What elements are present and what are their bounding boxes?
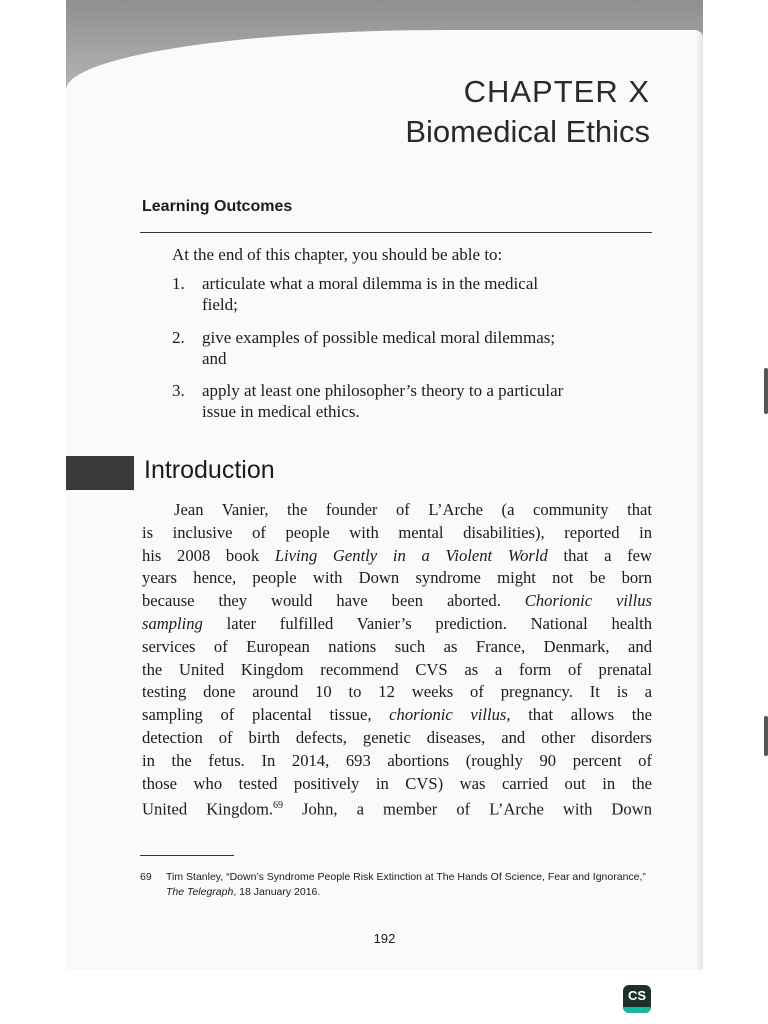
body-text-run: United Kingdom. xyxy=(142,799,274,819)
logo-text: CS xyxy=(627,988,647,1003)
body-line xyxy=(142,545,652,568)
body-line: detection of birth defects, genetic diseases, and other disorders xyxy=(142,727,652,747)
body-line: the United Kingdom recommend CVS as a form of prenatal xyxy=(142,659,652,679)
italic-term: sampling xyxy=(142,613,203,633)
body-line xyxy=(142,613,652,636)
body-text-run: that a few xyxy=(547,545,652,565)
heading-rule xyxy=(140,232,652,233)
footnote-rule xyxy=(140,855,234,856)
section-marker-bar xyxy=(66,456,134,490)
italic-term: chorionic villus xyxy=(389,705,507,725)
outcome-number: 2. xyxy=(172,328,185,347)
chapter-number: CHAPTER X xyxy=(463,74,650,109)
book-page xyxy=(66,30,703,970)
body-text-run: later fulfilled Vanier’s prediction. National health xyxy=(202,613,652,633)
page-number: 192 xyxy=(373,931,396,946)
body-line xyxy=(142,795,652,821)
outcome-text xyxy=(202,327,656,369)
introduction-heading: Introduction xyxy=(144,456,275,484)
footnote-number: 69 xyxy=(140,871,152,883)
footnote xyxy=(140,870,660,900)
body-line: Jean Vanier, the founder of L’Arche (a community that xyxy=(174,500,652,519)
outcome-line: and xyxy=(202,349,227,368)
footnote-text-run: Tim Stanley, “Down’s Syndrome People Risk Extinction at The Hands Of Science, Fear and Ignorance,” xyxy=(166,871,646,883)
body-text-run: , that allows the xyxy=(506,705,652,725)
footnote-reference[interactable]: 69 xyxy=(273,800,284,812)
body-line xyxy=(142,590,652,613)
outcome-text xyxy=(202,380,656,422)
body-line: in the fetus. In 2014, 693 abortions (roughly 90 percent of xyxy=(142,750,652,770)
body-line: services of European nations such as France, Denmark, and xyxy=(142,636,652,656)
outcome-number: 1. xyxy=(172,274,185,293)
outcome-text xyxy=(202,273,656,315)
body-text-run: sampling of placental tissue, xyxy=(142,705,390,725)
outcome-line: articulate what a moral dilemma is in the medical xyxy=(202,274,539,293)
body-line xyxy=(142,704,652,727)
outcome-item xyxy=(172,327,656,369)
body-text-run: because they would have been aborted. xyxy=(142,591,525,611)
logo-stripe xyxy=(623,1007,651,1013)
learning-outcomes-heading: Learning Outcomes xyxy=(142,198,293,215)
page-edge-mark xyxy=(764,716,768,756)
body-text-run: his 2008 book xyxy=(142,545,275,565)
footnote-text xyxy=(166,870,660,900)
body-line: testing done around 10 to 12 weeks of pregnancy. It is a xyxy=(142,682,652,702)
introduction-body xyxy=(142,499,652,822)
chapter-title: Biomedical Ethics xyxy=(405,114,650,149)
footnote-text-run: , 18 January 2016. xyxy=(233,886,321,898)
body-line: those who tested positively in CVS) was carried out in the xyxy=(142,773,652,793)
learning-outcomes-intro: At the end of this chapter, you should be able to: xyxy=(172,245,503,264)
book-title: Living Gently in a Violent World xyxy=(274,545,548,565)
outcome-line: issue in medical ethics. xyxy=(202,402,360,421)
outcome-line: apply at least one philosopher’s theory to a particular xyxy=(202,381,564,400)
italic-term: Chorionic villus xyxy=(524,591,652,611)
outcome-number: 3. xyxy=(172,381,185,400)
outcome-item xyxy=(172,273,656,315)
outcome-line: give examples of possible medical moral dilemmas; xyxy=(202,328,556,347)
outcome-line: field; xyxy=(202,295,238,314)
footnote-source: The Telegraph xyxy=(166,886,234,898)
camscanner-logo xyxy=(623,985,651,1013)
body-line: years hence, people with Down syndrome might not be born xyxy=(142,568,652,588)
body-line: is inclusive of people with mental disabilities), reported in xyxy=(142,522,652,542)
page-edge-mark xyxy=(764,368,768,414)
page-edge-shadow xyxy=(695,30,703,970)
outcome-item xyxy=(172,380,656,422)
body-text-run: John, a member of L’Arche with Down xyxy=(283,799,652,819)
